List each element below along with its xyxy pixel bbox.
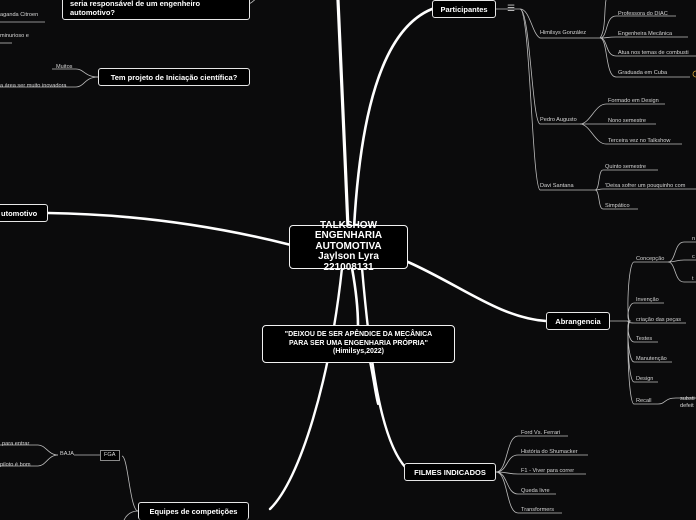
abrangencia-item-6: Design xyxy=(636,376,654,382)
participant-davi[interactable]: Davi Santana xyxy=(540,183,574,189)
hamburger-icon[interactable]: ☰ xyxy=(507,3,516,13)
davi-item-2: 'Deixa sofrer um pouquinho com xyxy=(605,183,686,189)
davi-item-1: Quinto semestre xyxy=(605,164,647,170)
filme-item-5: Transformers xyxy=(521,507,555,513)
quote-topic[interactable] xyxy=(262,325,455,363)
davi-item-3: Simpático xyxy=(605,203,630,209)
left-fragment-muitos: Muitos xyxy=(56,64,73,70)
branch-equipes-label: Equipes de competições xyxy=(149,507,238,516)
branch-participantes[interactable] xyxy=(432,0,496,18)
branch-responsavel[interactable] xyxy=(62,0,250,20)
branch-automotivo-label: utomotivo xyxy=(1,208,38,218)
branch-automotivo[interactable] xyxy=(0,204,48,222)
quote-line-1: "DEIXOU DE SER APÊNDICE DA MECÂNICA xyxy=(284,331,433,339)
filme-item-3: F1 - Viver para correr xyxy=(521,468,575,474)
participant-pedro[interactable]: Pedro Augusto xyxy=(540,117,577,123)
recall-sub-1: substi xyxy=(680,396,695,402)
left-fragment-piloto: piloto é bom xyxy=(0,462,31,468)
himilsys-item-3: Atua nos temas de combusti xyxy=(618,50,689,56)
himilsys-item-4: Graduada em Cuba xyxy=(618,70,668,76)
abrangencia-item-7: Recall xyxy=(636,398,652,404)
branch-participantes-label: Participantes xyxy=(440,4,488,14)
recall-sub-2: defeit xyxy=(680,403,694,409)
connector-participantes xyxy=(354,9,432,228)
fga-label: FGA xyxy=(104,452,116,458)
concepcao-sub-2: c xyxy=(692,254,695,260)
central-topic[interactable] xyxy=(289,219,408,273)
connector-quote xyxy=(352,268,358,326)
filme-item-4: Queda livre xyxy=(521,488,550,494)
fga-node[interactable] xyxy=(100,450,120,461)
pedro-item-2: Nono semestre xyxy=(608,118,646,124)
quote-line-2: PARA SER UMA ENGENHARIA PRÓPRIA" xyxy=(289,339,428,347)
abrangencia-item-5: Manutenção xyxy=(636,356,667,362)
branch-abrangencia[interactable] xyxy=(546,312,610,330)
connector-abrangencia xyxy=(408,262,546,321)
abrangencia-item-4: Testes xyxy=(636,336,653,342)
branch-equipes[interactable] xyxy=(138,502,249,520)
himilsys-item-2: Engenheira Mecânica xyxy=(618,31,673,37)
central-line-4: Jaylson Lyra xyxy=(318,251,379,263)
branch-iniciacao-label: Tem projeto de Iniciação científica? xyxy=(110,72,238,82)
abrangencia-item-1: Concepção xyxy=(636,256,665,262)
pedro-item-3: Terceira vez no Talkshow xyxy=(608,138,671,144)
connector-automotivo xyxy=(48,213,291,245)
filme-item-2: História do Shumacker xyxy=(521,449,578,455)
branch-responsavel-line-2: automotivo? xyxy=(70,8,115,17)
branch-iniciacao[interactable] xyxy=(98,68,250,86)
himilsys-item-1: Professora do DIAC xyxy=(618,11,668,17)
connector-top xyxy=(338,0,348,228)
central-line-1: TALKSHOW xyxy=(319,219,378,231)
central-line-5: 221008131 xyxy=(323,261,374,273)
filme-item-1: Ford Vs. Ferrari xyxy=(521,430,561,436)
left-fragment-para-entrar: para entrar xyxy=(2,441,30,447)
central-line-2: ENGENHARIA xyxy=(314,230,383,242)
left-fragment-minurioso: minurioso e xyxy=(0,33,29,39)
abrangencia-item-2: Invenção xyxy=(636,297,659,303)
branch-filmes[interactable] xyxy=(404,463,496,481)
concepcao-sub-1: n xyxy=(692,236,696,242)
participant-himilsys[interactable]: Himilsys González xyxy=(540,30,587,36)
quote-line-3: (Himilsys,2022) xyxy=(333,348,384,356)
connector-filmes xyxy=(362,268,406,468)
branch-responsavel-line-1: seria responsável de um engenheiro xyxy=(70,0,201,8)
left-fragment-citroen: aganda Citroen xyxy=(0,12,39,18)
abrangencia-item-3: criação das peças xyxy=(636,317,682,323)
branch-filmes-label: FILMES INDICADOS xyxy=(414,467,486,477)
central-line-3: AUTOMOTIVA xyxy=(315,240,382,252)
branch-abrangencia-label: Abrangencia xyxy=(555,316,601,326)
left-fragment-inovadora: a área ser muito inovadora xyxy=(0,83,67,89)
concepcao-sub-3: t xyxy=(692,276,694,282)
connector-equipes xyxy=(270,268,342,509)
pedro-item-1: Formado em Design xyxy=(608,98,659,104)
left-fragment-baja: BAJA xyxy=(60,451,74,457)
